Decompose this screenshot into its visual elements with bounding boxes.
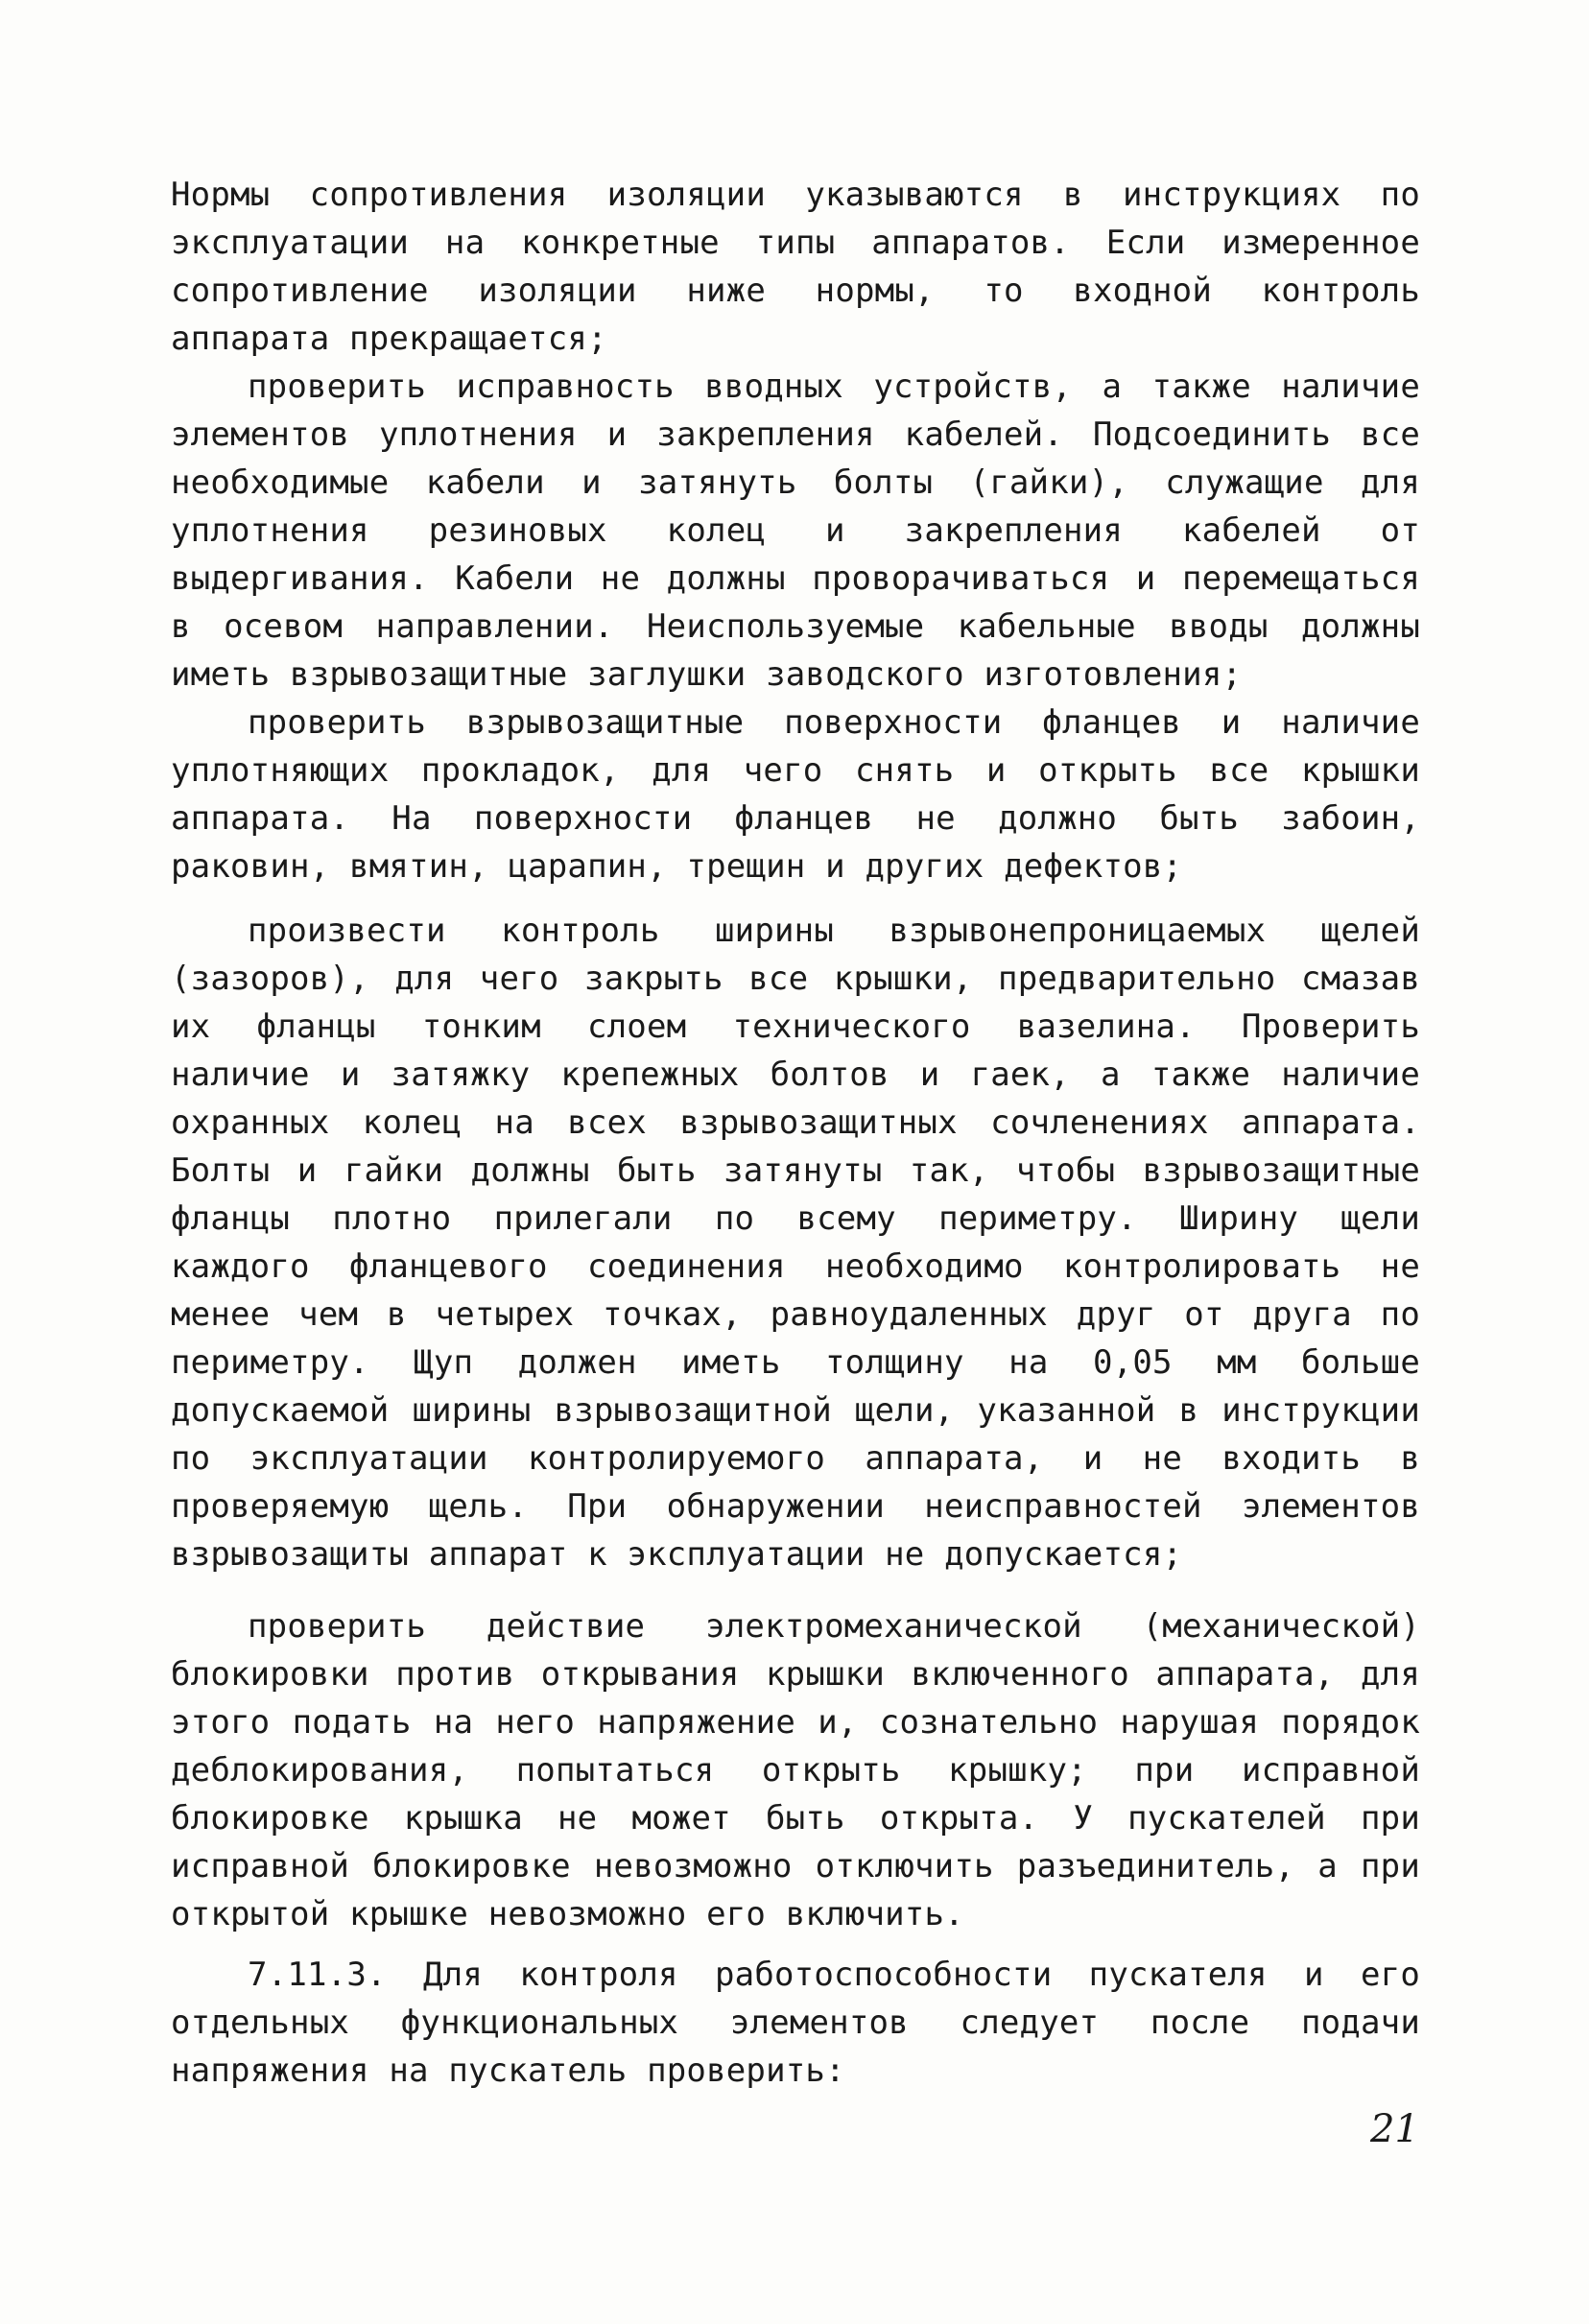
paragraph-text: проверить взрывозащитные поверхности фланцев и наличие уплотняющих прокладок, для чего снять и открыть все крышки аппарата. На поверхности фланцев не должно быть забоин, раковин, вмятин, царапин, трещин и других дефектов; (171, 703, 1420, 886)
paragraph-interlock-check (171, 1602, 1420, 1938)
paragraph-section-7-11-3 (171, 1951, 1420, 2095)
paragraph-gap-control (171, 907, 1420, 1578)
paragraph-insulation-norms (171, 171, 1420, 363)
paragraph-text: Нормы сопротивления изоляции указываются в инструкциях по эксплуатации на конкретные типы аппаратов. Если измеренное сопротивление изоляции ниже нормы, то входной контроль аппарата прекращается; (171, 176, 1420, 358)
paragraph-text: проверить исправность вводных устройств, а также наличие элементов уплотнения и закрепления кабелей. Подсоединить все необходимые кабели и затянуть болты (гайки), служащие для уплотнения резиновых колец и закрепления кабелей от выдергивания. Кабели не должны проворачиваться и перемещаться в осевом направлении. Неиспользуемые кабельные вводы должны иметь взрывозащитные заглушки заводского изготовления; (171, 368, 1420, 694)
paragraph-input-devices (171, 363, 1420, 699)
paragraph-text: проверить действие электромеханической (механической) блокировки против открывания крышки включенного аппарата, для этого подать на него напряжение и, сознательно нарушая порядок деблокирования, попытаться открыть крышку; при исправной блокировке крышка не может быть открыта. У пускателей при исправной блокировке невозможно отключить разъединитель, а при открытой крышке невозможно его включить. (171, 1607, 1420, 1933)
page-number: 21 (1370, 2107, 1419, 2151)
paragraph-text: 7.11.3. Для контроля работоспособности пускателя и его отдельных функциональных элементов следует после подачи напряжения на пускатель проверить: (171, 1956, 1420, 2090)
paragraph-text: произвести контроль ширины взрывонепроницаемых щелей (зазоров), для чего закрыть все крышки, предварительно смазав их фланцы тонким слоем технического вазелина. Проверить наличие и затяжку крепежных болтов и гаек, а также наличие охранных колец на всех взрывозащитных сочленениях аппарата. Болты и гайки должны быть затянуты так, чтобы взрывозащитные фланцы плотно прилегали по всему периметру. Ширину щели каждого фланцевого соединения необходимо контролировать не менее чем в четырех точках, равноудаленных друг от друга по периметру. Щуп должен иметь толщину на 0,05 мм больше допускаемой ширины взрывозащитной щели, указанной в инструкции по эксплуатации контролируемого аппарата, и не входить в проверяемую щель. При обнаружении неисправностей элементов взрывозащиты аппарат к эксплуатации не допускается; (171, 912, 1420, 1574)
paragraph-flange-surfaces (171, 699, 1420, 890)
